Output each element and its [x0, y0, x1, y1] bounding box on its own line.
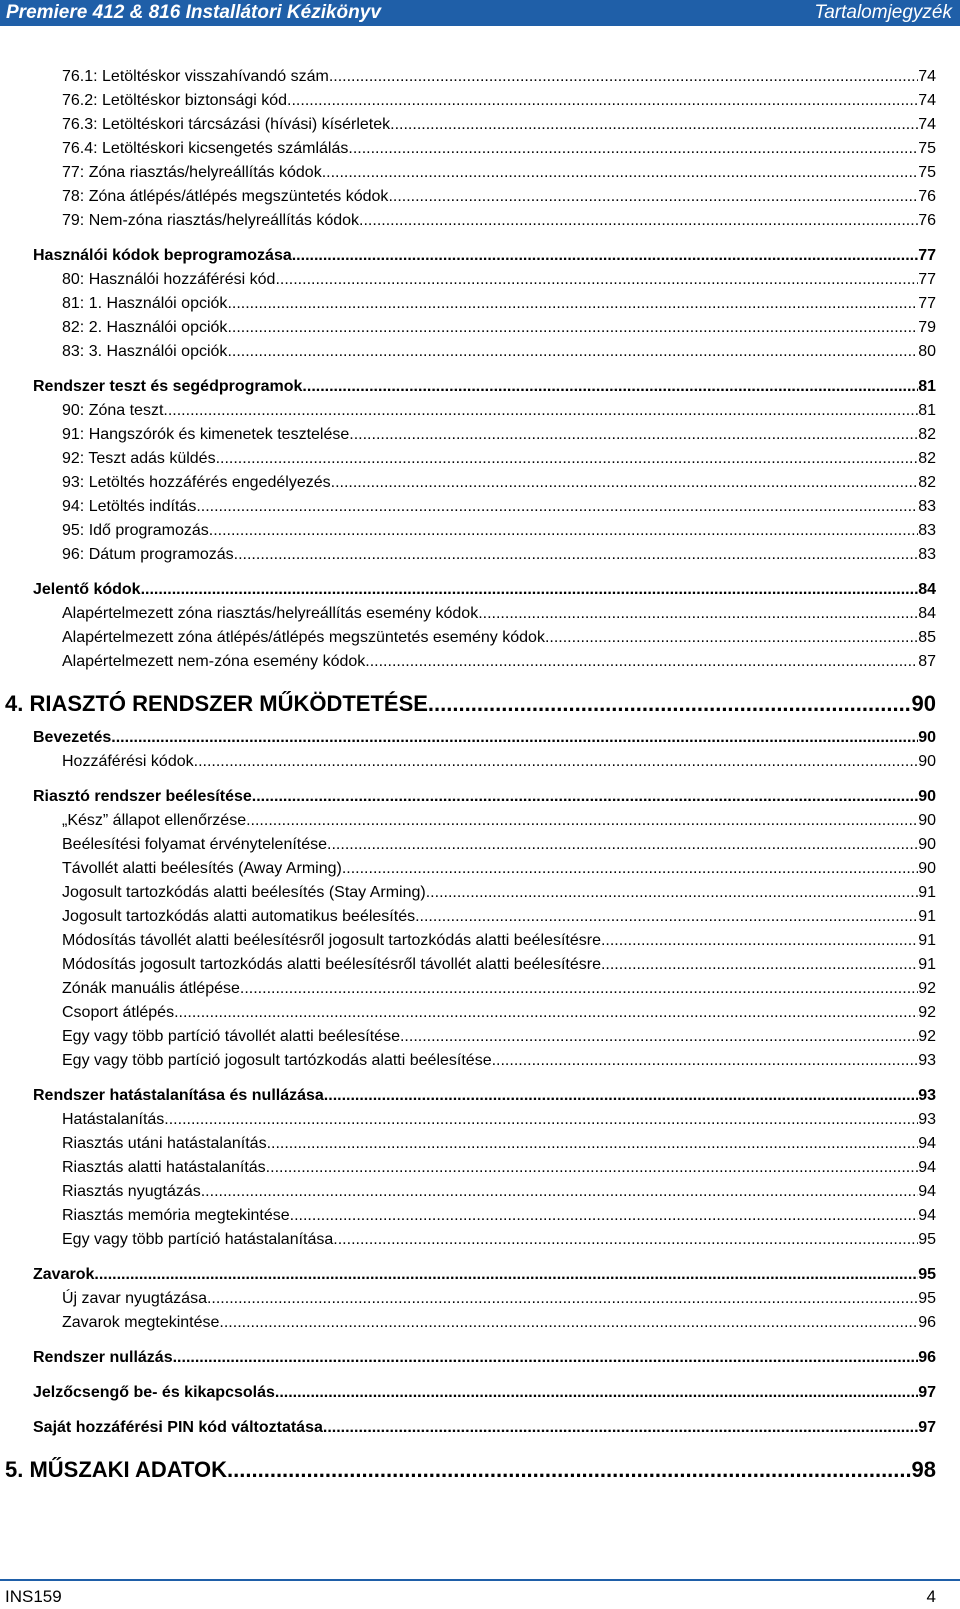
toc-entry[interactable]: [0, 164, 960, 188]
toc-title: 76.2: Letöltéskor biztonsági kód: [62, 92, 288, 109]
toc-entry[interactable]: [0, 753, 960, 777]
toc-entry[interactable]: [0, 1052, 960, 1076]
toc-page-number: 95: [918, 1266, 936, 1283]
toc-page-number: 92: [918, 1004, 936, 1021]
toc-page-number: 96: [918, 1314, 936, 1331]
toc-leader-dots: [342, 860, 918, 878]
toc-title: Csoport átlépés: [62, 1004, 175, 1021]
toc-title: Riasztás memória megtekintése: [62, 1207, 290, 1224]
toc-title: 77: Zóna riasztás/helyreállítás kódok: [62, 164, 322, 181]
toc-page-number: 82: [918, 426, 936, 443]
toc-title: Jelentő kódok: [33, 581, 141, 598]
toc-page-number: 87: [918, 653, 936, 670]
toc-page-number: 83: [918, 522, 936, 539]
toc-title: Riasztás alatti hatástalanítás: [62, 1159, 266, 1176]
toc-entry[interactable]: [0, 980, 960, 1004]
toc-leader-dots: [327, 836, 918, 854]
toc-leader-dots: [287, 92, 918, 110]
toc-entry[interactable]: [0, 522, 960, 546]
toc-leader-dots: [227, 319, 918, 337]
toc-leader-dots: [400, 1028, 918, 1046]
toc-page-number: 90: [918, 753, 936, 770]
toc-title: Jogosult tartozkódás alatti automatikus beélesítés: [62, 908, 416, 925]
toc-leader-dots: [426, 884, 918, 902]
toc-title: Rendszer teszt és segédprogramok: [33, 378, 303, 395]
toc-title: Saját hozzáférési PIN kód változtatása: [33, 1419, 323, 1436]
toc-title: Alapértelmezett nem-zóna esemény kódok: [62, 653, 366, 670]
toc-page-number: 90: [918, 729, 936, 746]
toc-entry[interactable]: [0, 498, 960, 522]
toc-chapter[interactable]: [0, 1457, 960, 1489]
toc-leader-dots: [601, 956, 918, 974]
toc-leader-dots: [348, 140, 918, 158]
toc-page-number: 77: [918, 271, 936, 288]
toc-title: Bevezetés: [33, 729, 112, 746]
manual-title: Premiere 412 & 816 Installátori Kézikönyv: [6, 2, 381, 23]
toc-section[interactable]: [0, 378, 960, 402]
toc-leader-dots: [209, 522, 918, 540]
toc-page-number: 82: [918, 474, 936, 491]
toc-entry[interactable]: [0, 212, 960, 236]
toc-page-number: 94: [918, 1207, 936, 1224]
toc-page-number: 91: [918, 932, 936, 949]
toc-title: Rendszer hatástalanítása és nullázása: [33, 1087, 324, 1104]
page-number: 4: [926, 1587, 936, 1606]
toc-leader-dots: [240, 980, 918, 998]
toc-title: 91: Hangszórók és kimenetek tesztelése: [62, 426, 350, 443]
toc-entry[interactable]: [0, 474, 960, 498]
toc-page-number: 97: [918, 1419, 936, 1436]
toc-title: Beélesítési folyamat érvénytelenítése: [62, 836, 328, 853]
toc-entry[interactable]: [0, 271, 960, 295]
toc-page-number: 91: [918, 884, 936, 901]
toc-page-number: 90: [918, 812, 936, 829]
toc-title: Jelzőcsengő be- és kikapcsolás: [33, 1384, 275, 1401]
toc-title: Rendszer nullázás: [33, 1349, 173, 1366]
toc-leader-dots: [94, 1266, 918, 1284]
toc-section[interactable]: [0, 729, 960, 753]
toc-title: Riasztó rendszer beélesítése: [33, 788, 252, 805]
toc-entry[interactable]: [0, 546, 960, 570]
toc-page-number: 74: [918, 92, 936, 109]
toc-page-number: 90: [918, 836, 936, 853]
toc-section[interactable]: [0, 1266, 960, 1290]
toc-page-number: 83: [918, 546, 936, 563]
toc-title: Zavarok megtekintése: [62, 1314, 220, 1331]
toc-leader-dots: [227, 1457, 911, 1483]
toc-entry[interactable]: [0, 92, 960, 116]
toc-leader-dots: [331, 474, 919, 492]
toc-page-number: 93: [918, 1087, 936, 1104]
toc-leader-dots: [111, 729, 918, 747]
toc-section[interactable]: [0, 1384, 960, 1408]
toc-page-number: 91: [918, 956, 936, 973]
toc-page-number: 95: [918, 1231, 936, 1248]
toc-title: 94: Letöltés indítás: [62, 498, 197, 515]
toc-title: Hatástalanítás: [62, 1111, 165, 1128]
toc-page-number: 79: [918, 319, 936, 336]
toc-leader-dots: [388, 188, 918, 206]
toc-leader-dots: [390, 116, 918, 134]
toc-title: Zónák manuális átlépése: [62, 980, 240, 997]
toc-title: 96: Dátum programozás: [62, 546, 234, 563]
toc-title: 76.1: Letöltéskor visszahívandó szám: [62, 68, 329, 85]
toc-page-number: 92: [918, 980, 936, 997]
toc-page-number: 84: [918, 605, 936, 622]
toc-title: 81: 1. Használói opciók: [62, 295, 228, 312]
toc-leader-dots: [266, 1159, 919, 1177]
toc-entry[interactable]: [0, 932, 960, 956]
toc-leader-dots: [428, 691, 912, 717]
toc-page-number: 81: [918, 378, 936, 395]
toc-section[interactable]: [0, 247, 960, 271]
toc-section[interactable]: [0, 1419, 960, 1443]
toc-page-number: 76: [918, 188, 936, 205]
toc-leader-dots: [234, 546, 919, 564]
toc-leader-dots: [545, 629, 918, 647]
toc-title: Hozzáférési kódok: [62, 753, 194, 770]
toc-leader-dots: [164, 1111, 918, 1129]
toc-title: Használói kódok beprogramozása: [33, 247, 292, 264]
toc-entry[interactable]: [0, 860, 960, 884]
toc-title: Jogosult tartozkódás alatti beélesítés (Stay Arming): [62, 884, 426, 901]
toc-title: Zavarok: [33, 1266, 95, 1283]
page-footer: [0, 1579, 960, 1609]
toc-page-number: 92: [918, 1028, 936, 1045]
toc-entry[interactable]: [0, 629, 960, 653]
toc-title: Egy vagy több partíció jogosult tartózkodás alatti beélesítése: [62, 1052, 492, 1069]
toc-leader-dots: [302, 378, 918, 396]
toc-entry[interactable]: [0, 426, 960, 450]
toc-page-number: 83: [918, 498, 936, 515]
toc-title: Alapértelmezett zóna riasztás/helyreállítás esemény kódok: [62, 605, 479, 622]
toc-page-number: 77: [918, 247, 936, 264]
toc-entry[interactable]: [0, 1135, 960, 1159]
toc-entry[interactable]: [0, 1111, 960, 1135]
toc-leader-dots: [333, 1231, 918, 1249]
toc-entry[interactable]: [0, 295, 960, 319]
toc-leader-dots: [478, 605, 918, 623]
toc-page-number: 75: [918, 140, 936, 157]
toc-leader-dots: [196, 498, 918, 516]
toc-title: Távollét alatti beélesítés (Away Arming): [62, 860, 342, 877]
toc-leader-dots: [174, 1004, 918, 1022]
toc-page-number: 75: [918, 164, 936, 181]
toc-title: 95: Idő programozás: [62, 522, 209, 539]
toc-title: 83: 3. Használói opciók: [62, 343, 228, 360]
toc-entry[interactable]: [0, 319, 960, 343]
toc-leader-dots: [163, 402, 918, 420]
toc-title: Riasztás utáni hatástalanítás: [62, 1135, 267, 1152]
toc-page-number: 94: [918, 1135, 936, 1152]
toc-leader-dots: [227, 295, 918, 313]
toc-title: 4. RIASZTÓ RENDSZER MŰKÖDTETÉSE: [5, 691, 428, 716]
toc-entry[interactable]: [0, 450, 960, 474]
toc-section[interactable]: [0, 1087, 960, 1111]
toc-leader-dots: [322, 164, 919, 182]
toc-leader-dots: [252, 788, 918, 806]
toc-page-number: 94: [918, 1159, 936, 1176]
toc-leader-dots: [275, 271, 918, 289]
toc-page-number: 85: [918, 629, 936, 646]
toc-title: 93: Letöltés hozzáférés engedélyezés: [62, 474, 331, 491]
toc-title: Módosítás jogosult tartozkódás alatti beélesítésről távollét alatti beélesítésre: [62, 956, 601, 973]
toc-entry[interactable]: [0, 1028, 960, 1052]
toc-leader-dots: [216, 450, 919, 468]
toc-leader-dots: [324, 1087, 918, 1105]
toc-title: Egy vagy több partíció távollét alatti beélesítése: [62, 1028, 400, 1045]
toc-title: 79: Nem-zóna riasztás/helyreállítás kódok: [62, 212, 360, 229]
section-title: Tartalomjegyzék: [814, 2, 952, 23]
toc-page-number: 74: [918, 116, 936, 133]
toc-page-number: 97: [918, 1384, 936, 1401]
toc-page-number: 82: [918, 450, 936, 467]
toc-page-number: 80: [918, 343, 936, 360]
toc-leader-dots: [194, 753, 919, 771]
toc-page-number: 84: [918, 581, 936, 598]
toc-leader-dots: [292, 247, 918, 265]
toc-entry[interactable]: [0, 653, 960, 677]
toc-leader-dots: [201, 1183, 918, 1201]
toc-entry[interactable]: [0, 188, 960, 212]
toc-leader-dots: [227, 343, 918, 361]
toc-title: 90: Zóna teszt: [62, 402, 164, 419]
toc-leader-dots: [492, 1052, 919, 1070]
toc-entry[interactable]: [0, 1290, 960, 1314]
toc-page-number: 96: [918, 1349, 936, 1366]
page-header: [0, 0, 960, 26]
toc-leader-dots: [323, 1419, 918, 1437]
toc-entry[interactable]: [0, 884, 960, 908]
toc-entry[interactable]: [0, 836, 960, 860]
toc-leader-dots: [290, 1207, 919, 1225]
toc-leader-dots: [219, 1314, 918, 1332]
toc-page-number: 98: [911, 1457, 936, 1482]
toc-section[interactable]: [0, 1349, 960, 1373]
document-code: INS159: [5, 1587, 62, 1606]
toc-leader-dots: [173, 1349, 919, 1367]
toc-leader-dots: [365, 653, 918, 671]
toc-leader-dots: [207, 1290, 918, 1308]
toc-page-number: 93: [918, 1052, 936, 1069]
toc-page-number: 93: [918, 1111, 936, 1128]
toc-leader-dots: [359, 212, 918, 230]
toc-title: 80: Használói hozzáférési kód: [62, 271, 276, 288]
toc-page-number: 95: [918, 1290, 936, 1307]
footer-rule: [0, 1579, 960, 1581]
toc-page-number: 77: [918, 295, 936, 312]
toc-title: 78: Zóna átlépés/átlépés megszüntetés kódok: [62, 188, 389, 205]
toc-chapter[interactable]: [0, 691, 960, 723]
toc-entry[interactable]: [0, 605, 960, 629]
toc-entry[interactable]: [0, 812, 960, 836]
toc-entry[interactable]: [0, 1207, 960, 1231]
toc-title: Alapértelmezett zóna átlépés/átlépés megszüntetés esemény kódok: [62, 629, 545, 646]
toc-entry[interactable]: [0, 1183, 960, 1207]
toc-entry[interactable]: [0, 68, 960, 92]
toc-leader-dots: [601, 932, 918, 950]
toc-leader-dots: [246, 812, 918, 830]
toc-title: „Kész” állapot ellenőrzése: [62, 812, 247, 829]
toc-entry[interactable]: [0, 343, 960, 367]
toc-title: 5. MŰSZAKI ADATOK: [5, 1457, 228, 1482]
toc-leader-dots: [415, 908, 918, 926]
toc-entry[interactable]: [0, 140, 960, 164]
toc-leader-dots: [349, 426, 918, 444]
toc-title: Új zavar nyugtázása: [62, 1290, 207, 1307]
toc-page-number: 90: [918, 788, 936, 805]
toc-title: Egy vagy több partíció hatástalanítása: [62, 1231, 334, 1248]
toc-title: 82: 2. Használói opciók: [62, 319, 228, 336]
toc-entry[interactable]: [0, 1231, 960, 1255]
toc-leader-dots: [141, 581, 919, 599]
toc-entry[interactable]: [0, 1004, 960, 1028]
toc-section[interactable]: [0, 788, 960, 812]
toc-title: 76.4: Letöltéskori kicsengetés számlálás: [62, 140, 349, 157]
toc-title: Riasztás nyugtázás: [62, 1183, 201, 1200]
toc-leader-dots: [329, 68, 918, 86]
toc-page-number: 76: [918, 212, 936, 229]
toc-page-number: 90: [918, 860, 936, 877]
toc-entry[interactable]: [0, 908, 960, 932]
toc-title: Módosítás távollét alatti beélesítésről jogosult tartozkódás alatti beélesítésre: [62, 932, 601, 949]
toc-entry[interactable]: [0, 1314, 960, 1338]
toc-entry[interactable]: [0, 116, 960, 140]
toc-leader-dots: [267, 1135, 919, 1153]
toc-entry[interactable]: [0, 402, 960, 426]
toc-leader-dots: [275, 1384, 918, 1402]
toc-page-number: 91: [918, 908, 936, 925]
toc-page-number: 94: [918, 1183, 936, 1200]
table-of-contents: [0, 68, 960, 1489]
toc-section[interactable]: [0, 581, 960, 605]
toc-page-number: 74: [918, 68, 936, 85]
toc-page-number: 81: [918, 402, 936, 419]
toc-entry[interactable]: [0, 956, 960, 980]
toc-page-number: 90: [911, 691, 936, 716]
toc-title: 76.3: Letöltéskori tárcsázási (hívási) kísérletek: [62, 116, 391, 133]
toc-entry[interactable]: [0, 1159, 960, 1183]
toc-title: 92: Teszt adás küldés: [62, 450, 216, 467]
